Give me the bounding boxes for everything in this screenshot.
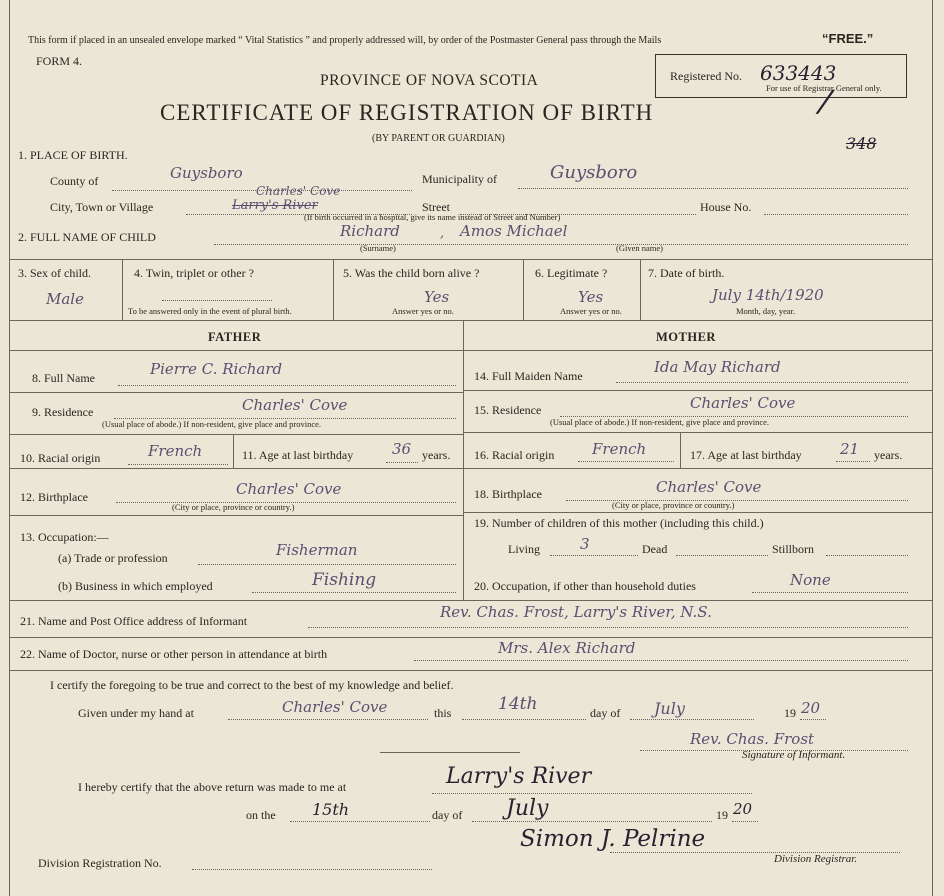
- father-occupation-label: 13. Occupation:—: [20, 530, 109, 544]
- county-value: Guysboro: [170, 164, 243, 182]
- father-business-line: [252, 592, 456, 593]
- father-trade-value: Fisherman: [276, 541, 358, 559]
- mother-racial-line: [578, 461, 674, 462]
- sex-value: Male: [46, 290, 84, 308]
- mother-racial-value: French: [592, 440, 647, 458]
- alive-value: Yes: [424, 288, 450, 306]
- dead-line: [676, 555, 768, 556]
- mother-birthplace-note: (City or place, province or country.): [612, 500, 735, 510]
- father-birthplace-note: (City or place, province or country.): [172, 502, 295, 512]
- given-year-prefix: 19: [784, 706, 796, 720]
- father-rule-2: [9, 434, 463, 435]
- informant-line: [308, 627, 908, 628]
- parents-divider: [463, 320, 464, 600]
- dob-value: July 14th/1920: [712, 286, 824, 304]
- mother-rule-1: [463, 390, 932, 391]
- page-subtitle: (BY PARENT OR GUARDIAN): [372, 133, 505, 144]
- father-name-label: 8. Full Name: [32, 371, 95, 385]
- form-number: FORM 4.: [36, 54, 83, 68]
- father-business-value: Fishing: [312, 570, 377, 590]
- father-name-line: [118, 385, 456, 386]
- child-name-line: [214, 244, 908, 245]
- surname-caption: (Surname): [360, 243, 396, 253]
- mother-occupation-label: 20. Occupation, if other than household duties: [474, 579, 696, 593]
- stillborn-line: [826, 555, 908, 556]
- twin-label: 4. Twin, triplet or other ?: [134, 266, 254, 280]
- registrar-month-line: [472, 821, 712, 822]
- house-line: [764, 214, 908, 215]
- registrar-day-of-label: day of: [432, 808, 463, 822]
- city-label: City, Town or Village: [50, 200, 154, 214]
- col-div-2: [333, 259, 334, 320]
- street-note: (If birth occurred in a hospital, give its name instead of Street and Number): [304, 212, 561, 222]
- given-year-value: 20: [801, 699, 821, 717]
- children-count-label: 19. Number of children of this mother (including this child.): [474, 516, 764, 530]
- father-age-value: 36: [392, 440, 412, 458]
- municipality-line: [518, 188, 908, 189]
- father-age-line: [386, 462, 418, 463]
- this-label: this: [434, 706, 452, 720]
- corner-number: 348: [846, 134, 877, 153]
- county-label: County of: [50, 174, 99, 188]
- free-mark: “FREE.”: [822, 31, 874, 46]
- name-separator: ,: [440, 226, 445, 241]
- mother-occupation-line: [752, 592, 908, 593]
- father-name-value: Pierre C. Richard: [150, 360, 283, 378]
- father-rule-3: [9, 468, 463, 469]
- given-year-line: [800, 719, 826, 720]
- sex-label: 3. Sex of child.: [18, 266, 91, 280]
- living-value: 3: [580, 535, 590, 553]
- city-value: Charles' Cove: [256, 184, 341, 198]
- mother-residence-label: 15. Residence: [474, 403, 542, 417]
- father-age-divider: [233, 434, 234, 468]
- province-heading: PROVINCE OF NOVA SCOTIA: [320, 72, 539, 89]
- col-div-4: [640, 259, 641, 320]
- col-div-1: [122, 259, 123, 320]
- father-age-label: 11. Age at last birthday: [242, 448, 354, 462]
- father-residence-label: 9. Residence: [32, 405, 94, 419]
- mother-residence-note: (Usual place of abode.) If non-resident, give place and province.: [550, 417, 770, 427]
- mother-age-line: [836, 461, 870, 462]
- given-place-value: Charles' Cove: [282, 698, 388, 716]
- given-under-label: Given under my hand at: [78, 706, 194, 720]
- registered-box: [655, 54, 907, 98]
- left-border: [9, 0, 10, 896]
- mother-rule-3: [463, 468, 932, 469]
- mother-rule-2: [463, 432, 932, 433]
- separator-rule: [380, 752, 520, 753]
- row-top-rule: [9, 259, 932, 260]
- registrar-year-prefix: 19: [716, 808, 728, 822]
- mother-racial-label: 16. Racial origin: [474, 448, 555, 462]
- municipality-value: Guysboro: [550, 162, 638, 183]
- attendant-line: [414, 660, 908, 661]
- father-residence-value: Charles' Cove: [242, 396, 348, 414]
- child-surname: Richard: [340, 222, 400, 240]
- informant-label: 21. Name and Post Office address of Informant: [20, 614, 248, 628]
- father-birthplace-label: 12. Birthplace: [20, 490, 88, 504]
- mother-birthplace-label: 18. Birthplace: [474, 487, 542, 501]
- father-residence-note: (Usual place of abode.) If non-resident, give place and province.: [102, 419, 322, 429]
- dob-label: 7. Date of birth.: [648, 266, 725, 280]
- father-rule-4: [9, 515, 463, 516]
- dob-note: Month, day, year.: [736, 306, 796, 316]
- child-given-name: Amos Michael: [460, 222, 568, 240]
- page-title: CERTIFICATE OF REGISTRATION OF BIRTH: [160, 100, 654, 125]
- division-registrar-label: Division Registrar.: [774, 853, 858, 865]
- registrar-signature: Simon J. Pelrine: [520, 826, 706, 852]
- mother-occupation-value: None: [790, 571, 831, 589]
- division-registration-line: [192, 869, 432, 870]
- legitimate-label: 6. Legitimate ?: [535, 266, 608, 280]
- father-years: years.: [422, 448, 451, 462]
- twin-note: To be answered only in the event of plural birth.: [128, 306, 292, 316]
- given-day-of-label: day of: [590, 706, 621, 720]
- informant-signature: Rev. Chas. Frost: [690, 730, 815, 748]
- child-name-label: 2. FULL NAME OF CHILD: [18, 230, 156, 244]
- house-label: House No.: [700, 200, 752, 214]
- col-div-3: [523, 259, 524, 320]
- mother-age-label: 17. Age at last birthday: [690, 448, 802, 462]
- living-line: [550, 555, 638, 556]
- mother-years: years.: [874, 448, 903, 462]
- mother-birthplace-value: Charles' Cove: [656, 478, 762, 496]
- legitimate-value: Yes: [578, 288, 604, 306]
- stillborn-label: Stillborn: [772, 542, 815, 556]
- street-label: Street: [422, 200, 450, 214]
- mother-rule-4: [463, 512, 932, 513]
- check-mark: /: [817, 81, 834, 121]
- mother-name-label: 14. Full Maiden Name: [474, 369, 583, 383]
- given-place-line: [228, 719, 428, 720]
- father-racial-value: French: [148, 442, 203, 460]
- registrar-place-line: [432, 793, 752, 794]
- attendant-label: 22. Name of Doctor, nurse or other person in attendance at birth: [20, 647, 328, 661]
- given-month-value: July: [654, 699, 685, 718]
- registered-label: Registered No.: [670, 69, 742, 83]
- alive-note: Answer yes or no.: [392, 306, 454, 316]
- registrar-use-note: For use of Registrar General only.: [766, 83, 882, 93]
- registrar-day-value: 15th: [312, 800, 350, 819]
- row-bottom-rule: [9, 320, 932, 321]
- father-trade-line: [198, 564, 456, 565]
- attendant-value: Mrs. Alex Richard: [498, 639, 636, 657]
- father-business-label: (b) Business in which employed: [58, 579, 213, 593]
- right-border: [932, 0, 933, 896]
- registrar-month-value: July: [506, 796, 549, 821]
- mother-name-value: Ida May Richard: [654, 358, 781, 376]
- informant-rule: [9, 637, 932, 638]
- father-racial-label: 10. Racial origin: [20, 451, 101, 465]
- given-name-caption: (Given name): [616, 243, 663, 253]
- municipality-label: Municipality of: [422, 172, 497, 186]
- attendant-rule: [9, 670, 932, 671]
- registrar-year-line: [732, 821, 758, 822]
- registrar-place-value: Larry's River: [446, 764, 592, 789]
- division-registration-label: Division Registration No.: [38, 856, 162, 870]
- mother-name-line: [616, 382, 908, 383]
- given-day-line: [462, 719, 586, 720]
- parents-bottom-rule: [9, 600, 932, 601]
- city-struck-value: Larry's River: [232, 198, 318, 213]
- place-of-birth-heading: 1. PLACE OF BIRTH.: [18, 148, 128, 162]
- on-the-label: on the: [246, 808, 276, 822]
- mother-age-divider: [680, 432, 681, 468]
- father-trade-label: (a) Trade or profession: [58, 551, 168, 565]
- dead-label: Dead: [642, 542, 668, 556]
- twin-line: [162, 300, 272, 301]
- mother-age-value: 21: [840, 440, 860, 458]
- father-heading: FATHER: [208, 330, 262, 344]
- registered-number: 633443: [760, 61, 837, 85]
- mother-heading: MOTHER: [656, 330, 716, 344]
- registrar-day-line: [290, 821, 430, 822]
- given-day-value: 14th: [498, 694, 538, 714]
- certify-text: I certify the foregoing to be true and correct to the best of my knowledge and belief.: [50, 678, 454, 692]
- registrar-certify-text: I hereby certify that the above return was made to me at: [78, 780, 347, 794]
- heading-rule: [9, 350, 932, 351]
- informant-value: Rev. Chas. Frost, Larry's River, N.S.: [440, 603, 712, 621]
- father-racial-line: [128, 464, 228, 465]
- registrar-year-value: 20: [733, 800, 753, 818]
- given-month-line: [630, 719, 754, 720]
- father-rule-1: [9, 392, 463, 393]
- mail-notice: This form if placed in an unsealed envelope marked “ Vital Statistics ” and properly addressed will, by order of the Postmaster General pass through the Mails: [28, 35, 662, 46]
- alive-label: 5. Was the child born alive ?: [343, 266, 480, 280]
- living-label: Living: [508, 542, 540, 556]
- signature-of-informant-label: Signature of Informant.: [742, 749, 846, 761]
- father-birthplace-value: Charles' Cove: [236, 480, 342, 498]
- mother-residence-value: Charles' Cove: [690, 394, 796, 412]
- legitimate-note: Answer yes or no.: [560, 306, 622, 316]
